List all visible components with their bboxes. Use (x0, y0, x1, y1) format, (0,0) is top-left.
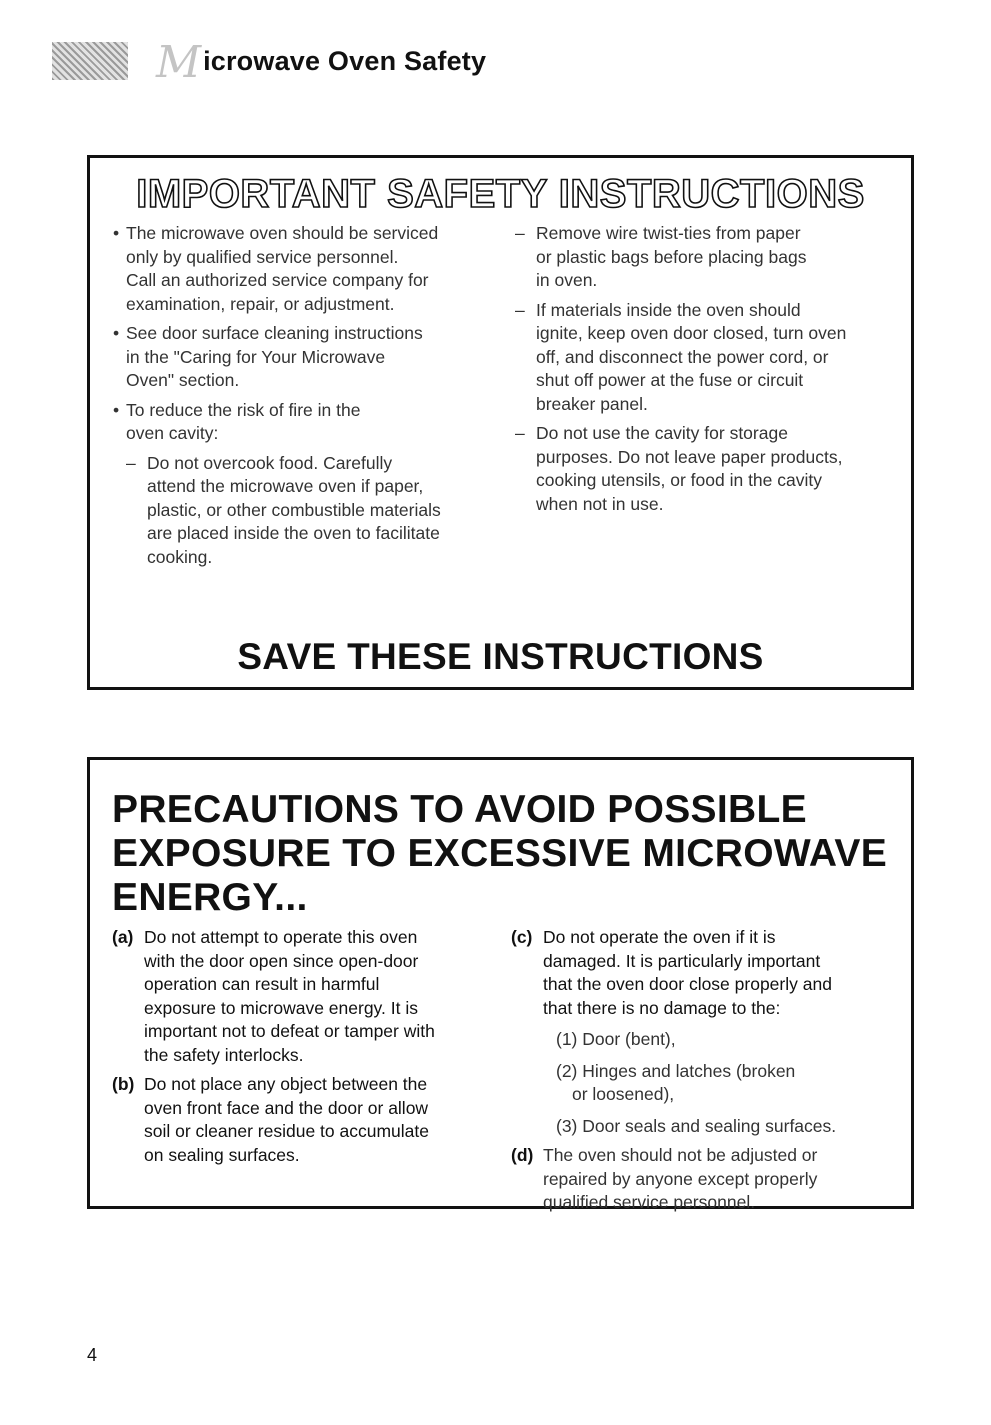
safety-bullet-item: • To reduce the risk of fire in the oven cavity: (113, 399, 493, 446)
important-safety-box (87, 155, 914, 690)
safety-dash-item: – If materials inside the oven should ignite, keep oven door closed, turn oven off, and disconnect the power cord, or shut off power at the fuse or circuit breaker panel. (515, 299, 847, 414)
precautions-right-column (511, 926, 906, 1215)
precautions-box (87, 757, 914, 1212)
important-safety-title: IMPORTANT SAFETY INSTRUCTIONS (136, 172, 865, 216)
safety-left-column (113, 222, 493, 569)
safety-bullet-item: • See door surface cleaning instructions in the "Caring for Your Microwave Oven" section. (113, 322, 493, 393)
safety-dash-item: – Remove wire twist-ties from paper or plastic bags before placing bags in oven. (515, 223, 807, 290)
section-title: icrowave Oven Safety (203, 45, 487, 76)
header-pattern-graphic (52, 42, 128, 80)
damage-sub-item: (1) Door (bent), (556, 1029, 676, 1049)
damage-sub-item-continued: or loosened), (572, 1084, 675, 1104)
header-decorative-initial: M (156, 37, 202, 88)
precautions-left-column (112, 926, 502, 1167)
save-instructions-title: SAVE THESE INSTRUCTIONS (237, 636, 764, 677)
page-header (52, 37, 487, 88)
precautions-title: PRECAUTIONS TO AVOID POSSIBLE EXPOSURE TO EXCESSIVE MICROWAVE ENERGY... (112, 788, 888, 919)
safety-dash-item: – Do not overcook food. Carefully attend the microwave oven if paper, plastic, or other combustible materials are placed inside the oven to facilitate cooking. (126, 452, 441, 567)
precaution-item-a: (a) Do not attempt to operate this oven with the door open since open-door operation can result in harmful exposure to microwave energy. It is important not to defeat or tamper with the safety interlocks. (112, 927, 435, 1065)
precaution-item-d: (d) The oven should not be adjusted or repaired by anyone except properly qualified service personnel. (511, 1145, 818, 1212)
damage-sub-item: (2) Hinges and latches (broken (556, 1060, 796, 1081)
page-number: 4 (87, 1345, 98, 1365)
damage-sub-item: (3) Door seals and sealing surfaces. (556, 1115, 837, 1136)
precaution-item-b: (b) Do not place any object between the oven front face and the door or allow soil or cleaner residue to accumulate on sealing surfaces. (112, 1074, 430, 1165)
safety-bullet-item: • The microwave oven should be serviced only by qualified service personnel. Call an authorized service company for examination, repair, or adjustment. (113, 222, 493, 316)
precaution-item-c: (c) Do not operate the oven if it is damaged. It is particularly important that the oven door close properly and that there is no damage to the: (1) Door (bent), (2) Hinges and latches (broken or loosened), (3) Door seals and sealing surfaces. (511, 926, 906, 1138)
safety-dash-item: – Do not use the cavity for storage purposes. Do not leave paper products, cooking utensils, or food in the cavity when not in use. (515, 423, 843, 514)
safety-right-column (515, 222, 910, 516)
